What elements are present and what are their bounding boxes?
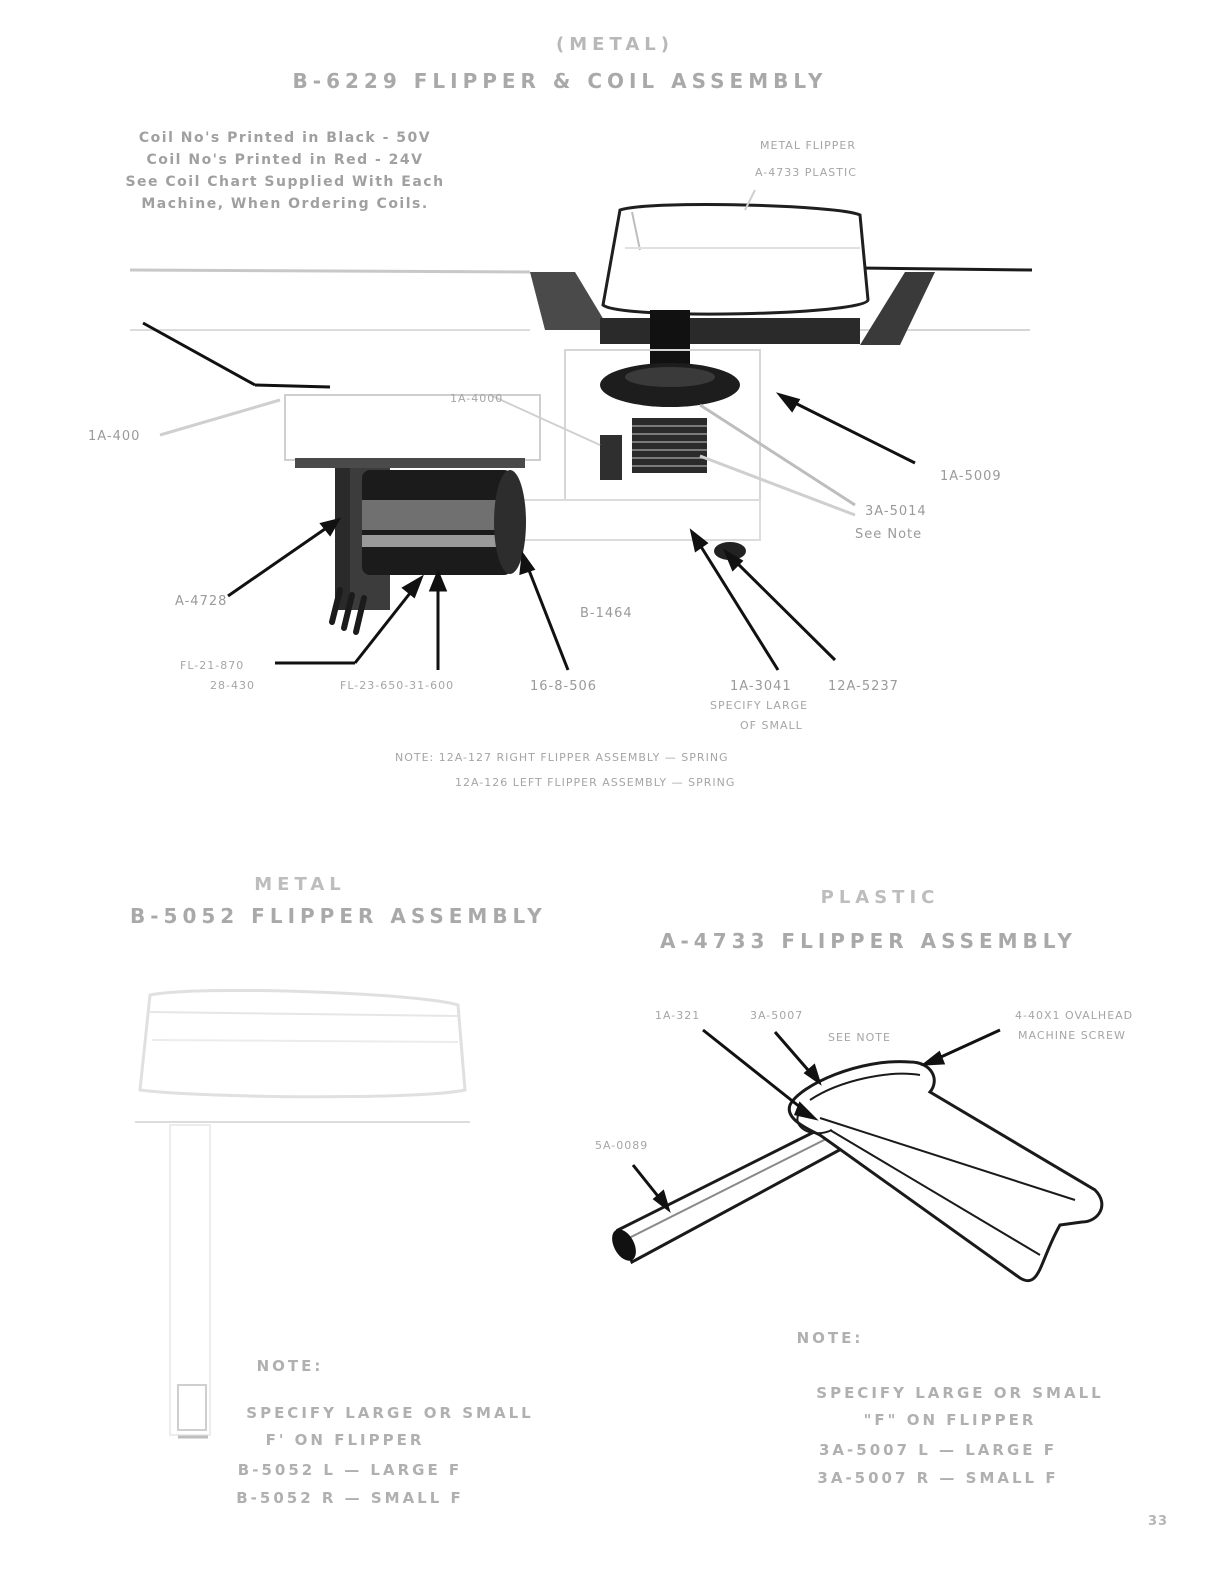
- label-coil: A-4728: [175, 594, 228, 609]
- label-bracket: B-1464: [580, 606, 633, 621]
- coil-note-line: Machine, When Ordering Coils.: [141, 196, 429, 213]
- metal-flipper-note-title: NOTE:: [256, 1357, 324, 1375]
- label-sleeve-2: 28-430: [210, 679, 255, 692]
- label-link-note: See Note: [855, 527, 923, 542]
- top-heading-title: B-6229 FLIPPER & COIL ASSEMBLY: [292, 69, 828, 93]
- label-crank-size: OF SMALL: [740, 719, 803, 732]
- label-coil-stop: 1A-4000: [450, 392, 504, 405]
- plastic-flipper-drawing: [607, 1030, 1102, 1281]
- label-plunger: 1A-5009: [940, 469, 1002, 484]
- label-shaft-pin: 1A-321: [655, 1009, 701, 1022]
- metal-flipper-note-line: F' ON FLIPPER: [265, 1431, 425, 1449]
- label-crank-specify: SPECIFY LARGE: [710, 699, 809, 712]
- coil-note-line: See Coil Chart Supplied With Each: [125, 174, 445, 191]
- plastic-flipper-note-line: 3A-5007 R — SMALL F: [817, 1469, 1059, 1487]
- label-flipper-ref-2: A-4733 PLASTIC: [755, 166, 857, 179]
- label-link: 3A-5014: [865, 504, 927, 519]
- plastic-flipper-note-title: NOTE:: [796, 1329, 864, 1347]
- label-flipper-body-note: SEE NOTE: [828, 1031, 891, 1044]
- plastic-flipper-note-line: "F" ON FLIPPER: [863, 1411, 1037, 1429]
- label-spring: 16-8-506: [530, 679, 598, 694]
- top-footnote-line1: NOTE: 12A-127 RIGHT FLIPPER ASSEMBLY — SPRING: [395, 751, 729, 764]
- label-shaft: 5A-0089: [595, 1139, 649, 1152]
- label-crank: 1A-3041: [730, 679, 792, 694]
- metal-flipper-heading-material: METAL: [254, 874, 346, 895]
- page-number: 33: [1148, 1514, 1169, 1529]
- flipper-coil-assembly-drawing: [130, 190, 1032, 670]
- label-flipper-ref: METAL FLIPPER: [760, 139, 857, 152]
- label-screw-type: MACHINE SCREW: [1018, 1029, 1126, 1042]
- label-nut: 12A-5237: [828, 679, 899, 694]
- plastic-flipper-heading-title: A-4733 FLIPPER ASSEMBLY: [660, 929, 1077, 953]
- metal-flipper-note-line: B-5052 R — SMALL F: [236, 1489, 464, 1507]
- metal-flipper-note-line: SPECIFY LARGE OR SMALL: [246, 1404, 534, 1422]
- coil-note-line: Coil No's Printed in Black - 50V: [138, 130, 432, 146]
- plastic-flipper-heading-material: PLASTIC: [820, 887, 940, 908]
- label-flipper-body: 3A-5007: [750, 1009, 804, 1022]
- label-sleeve: FL-21-870: [180, 659, 245, 672]
- plastic-flipper-note-line: 3A-5007 L — LARGE F: [819, 1441, 1057, 1459]
- metal-flipper-heading-title: B-5052 FLIPPER ASSEMBLY: [130, 904, 547, 928]
- plastic-flipper-note-line: SPECIFY LARGE OR SMALL: [816, 1384, 1104, 1402]
- coil-note: [100, 130, 470, 212]
- top-heading-material: (METAL): [556, 34, 674, 55]
- label-coil-number: FL-23-650-31-600: [340, 679, 455, 692]
- coil-note-line: Coil No's Printed in Red - 24V: [146, 152, 424, 169]
- top-footnote-line2: 12A-126 LEFT FLIPPER ASSEMBLY — SPRING: [455, 776, 736, 789]
- metal-flipper-note-line: B-5052 L — LARGE F: [237, 1461, 463, 1479]
- label-left-pointer: 1A-400: [88, 429, 141, 444]
- label-screw: 4-40X1 OVALHEAD: [1015, 1009, 1134, 1022]
